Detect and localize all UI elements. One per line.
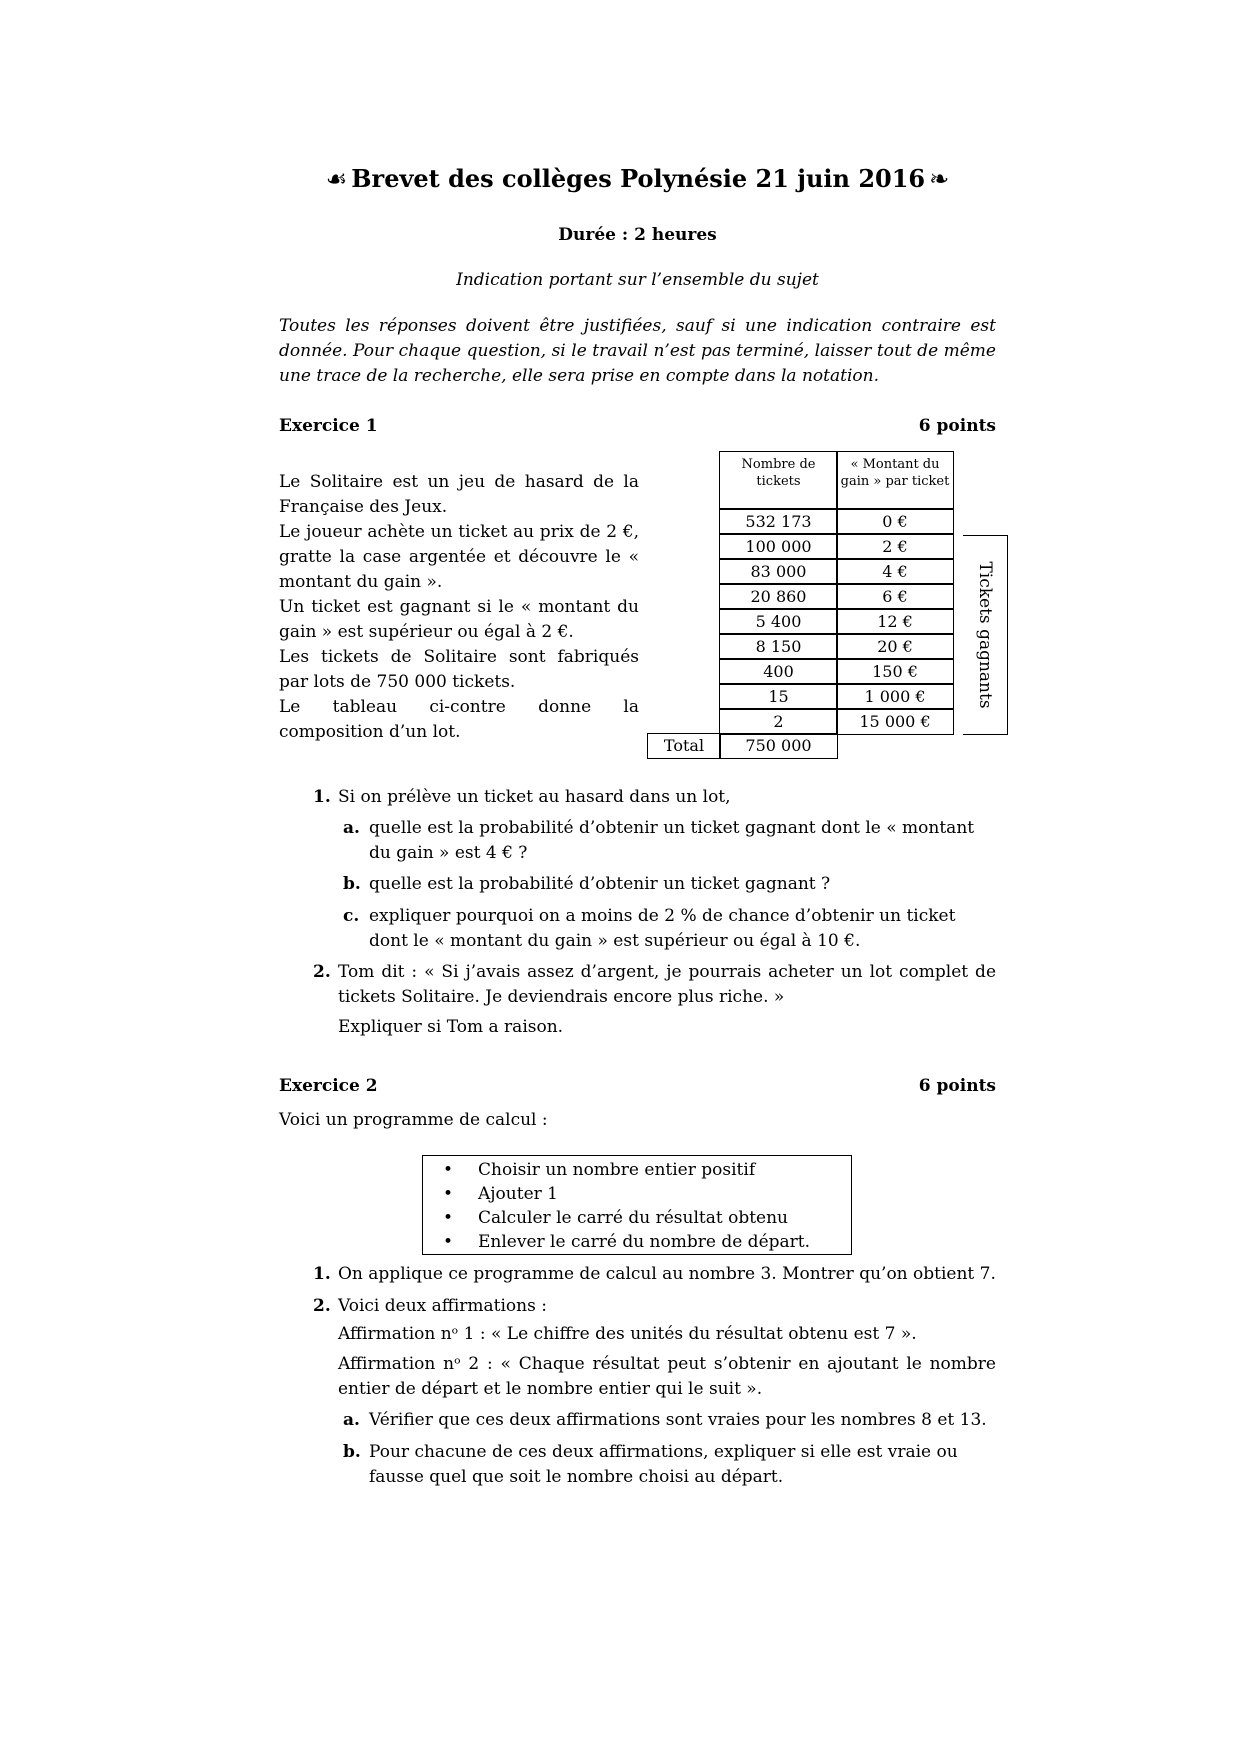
exercise1-intro bbox=[279, 470, 639, 745]
indication-text: Toutes les réponses doivent être justifiées, sauf si une indication contraire est donnée. Pour chaque question, si le travail n’est pas terminé, laisser tout de même une trace de la recherche, elle sera prise en compte dans la notation. bbox=[279, 316, 996, 386]
ticket-count-cell: 20 860 bbox=[719, 583, 838, 610]
exercise1-points: 6 points bbox=[918, 416, 996, 436]
affirmation-2: Affirmation nᵒ 2 : « Chaque résultat peut s’obtenir en ajoutant le nombre entier de départ et le nombre entier qui le suit ». bbox=[338, 1354, 996, 1399]
exercise2-points: 6 points bbox=[918, 1076, 996, 1096]
ticket-count-cell: 100 000 bbox=[719, 533, 838, 560]
ticket-count-cell: 2 bbox=[719, 708, 838, 735]
gain-amount-cell: 12 € bbox=[836, 608, 954, 635]
intro-line: Le Solitaire est un jeu de hasard de la Française des Jeux. bbox=[279, 472, 639, 517]
indication-title: Indication portant sur l’ensemble du sujet bbox=[456, 270, 819, 290]
total-value: 750 000 bbox=[719, 733, 838, 759]
gain-amount-cell: 2 € bbox=[836, 533, 954, 560]
ticket-count-cell: 5 400 bbox=[719, 608, 838, 635]
question-text: expliquer pourquoi on a moins de 2 % de chance d’obtenir un ticket dont le « montant du gain » est supérieur ou égal à 10 €. bbox=[369, 906, 956, 951]
gain-amount-cell: 20 € bbox=[836, 633, 954, 660]
bullet-icon: • bbox=[443, 1184, 454, 1204]
ticket-count-cell: 400 bbox=[719, 658, 838, 685]
winning-tickets-label bbox=[963, 535, 1008, 735]
question-text: Pour chacune de ces deux affirmations, expliquer si elle est vraie ou fausse quel que soit le nombre choisi au départ. bbox=[369, 1442, 958, 1487]
page-title bbox=[279, 164, 996, 193]
exercise1-heading bbox=[279, 416, 996, 436]
bullet-icon: • bbox=[443, 1232, 454, 1252]
gain-amount-cell: 4 € bbox=[836, 558, 954, 585]
ticket-count-cell: 532 173 bbox=[719, 508, 838, 535]
gain-amount-cell: 0 € bbox=[836, 508, 954, 535]
question-label: c. bbox=[343, 906, 360, 926]
duration: Durée : 2 heures bbox=[558, 225, 717, 245]
program-step-text: Calculer le carré du résultat obtenu bbox=[478, 1208, 788, 1228]
question-number: 1. bbox=[313, 1264, 331, 1284]
bullet-icon: • bbox=[443, 1208, 454, 1228]
side-label-text: Tickets gagnants bbox=[975, 561, 995, 709]
question-label: b. bbox=[343, 1442, 361, 1462]
program-step bbox=[423, 1182, 851, 1206]
intro-line: Un ticket est gagnant si le « montant du gain » est supérieur ou égal à 2 €. bbox=[279, 597, 639, 642]
intro-line: Les tickets de Solitaire sont fabriqués par lots de 750 000 tickets. bbox=[279, 647, 639, 692]
ornament-right-icon: ❧ bbox=[929, 165, 950, 193]
question-text: quelle est la probabilité d’obtenir un ticket gagnant dont le « montant du gain » est 4 € ? bbox=[369, 818, 975, 863]
question-text: Voici deux affirmations : bbox=[338, 1296, 547, 1316]
ornament-left-icon: ☙ bbox=[325, 165, 348, 193]
bullet-icon: • bbox=[443, 1160, 454, 1180]
table-header-count: Nombre de tickets bbox=[719, 451, 838, 510]
program-step-text: Choisir un nombre entier positif bbox=[478, 1160, 756, 1180]
question-label: a. bbox=[343, 1410, 360, 1430]
title-text: Brevet des collèges Polynésie 21 juin 2016 bbox=[351, 164, 926, 193]
program-step bbox=[423, 1158, 851, 1182]
question-text: quelle est la probabilité d’obtenir un ticket gagnant ? bbox=[369, 874, 831, 894]
gain-amount-cell: 6 € bbox=[836, 583, 954, 610]
gain-amount-cell: 150 € bbox=[836, 658, 954, 685]
intro-line: Le tableau ci-contre donne la composition d’un lot. bbox=[279, 697, 639, 742]
calculation-program-box bbox=[422, 1155, 852, 1255]
ex1-question-2-followup: Expliquer si Tom a raison. bbox=[338, 1017, 564, 1037]
question-text: On applique ce programme de calcul au nombre 3. Montrer qu’on obtient 7. bbox=[338, 1264, 996, 1284]
exercise2-intro: Voici un programme de calcul : bbox=[279, 1110, 548, 1130]
program-step bbox=[423, 1206, 851, 1230]
affirmation-1: Affirmation nᵒ 1 : « Le chiffre des unités du résultat obtenu est 7 ». bbox=[338, 1324, 917, 1344]
table-header-amount: « Montant du gain » par ticket bbox=[836, 451, 954, 510]
ticket-count-cell: 83 000 bbox=[719, 558, 838, 585]
question-text: Tom dit : « Si j’avais assez d’argent, je pourrais acheter un lot complet de tickets Solitaire. Je deviendrais encore plus riche. » bbox=[338, 962, 996, 1007]
ticket-count-cell: 15 bbox=[719, 683, 838, 710]
program-step-text: Enlever le carré du nombre de départ. bbox=[478, 1232, 811, 1252]
program-step-text: Ajouter 1 bbox=[478, 1184, 558, 1204]
program-step bbox=[423, 1230, 851, 1254]
question-number: 2. bbox=[313, 962, 331, 982]
question-number: 1. bbox=[313, 787, 331, 807]
gain-amount-cell: 15 000 € bbox=[836, 708, 954, 735]
question-text: Si on prélève un ticket au hasard dans un lot, bbox=[338, 787, 731, 807]
exercise2-label: Exercice 2 bbox=[279, 1076, 378, 1096]
lot-composition-table bbox=[647, 451, 995, 761]
gain-amount-cell: 1 000 € bbox=[836, 683, 954, 710]
question-number: 2. bbox=[313, 1296, 331, 1316]
exercise1-label: Exercice 1 bbox=[279, 416, 378, 436]
question-label: a. bbox=[343, 818, 360, 838]
ticket-count-cell: 8 150 bbox=[719, 633, 838, 660]
exercise2-heading bbox=[279, 1076, 996, 1096]
intro-line: Le joueur achète un ticket au prix de 2 €, gratte la case argentée et découvre le « montant du gain ». bbox=[279, 522, 639, 592]
question-label: b. bbox=[343, 874, 361, 894]
total-label: Total bbox=[647, 733, 721, 759]
question-text: Vérifier que ces deux affirmations sont vraies pour les nombres 8 et 13. bbox=[369, 1410, 987, 1430]
